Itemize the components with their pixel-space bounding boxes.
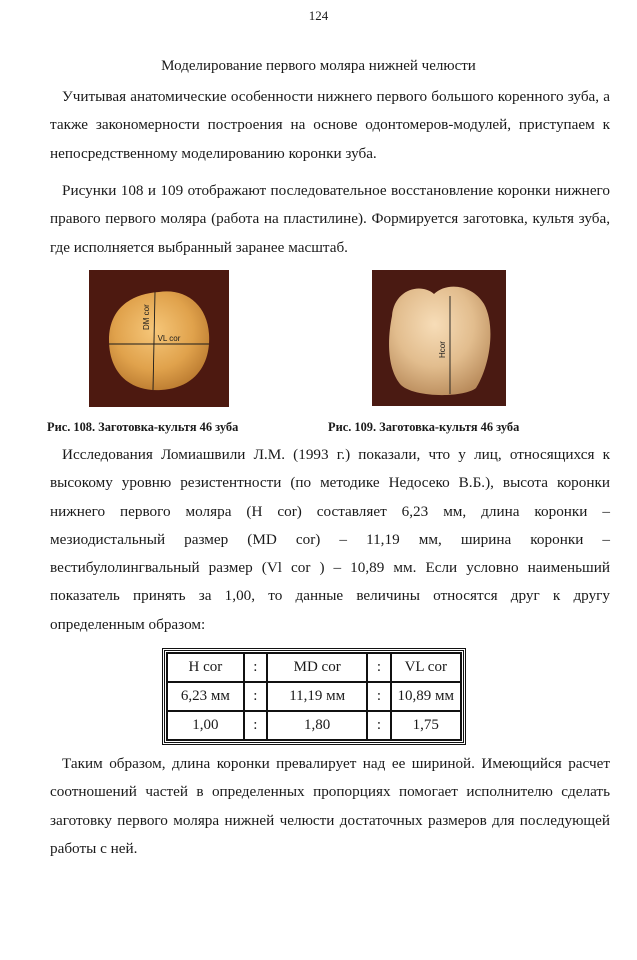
figure-109-caption: Рис. 109. Заготовка-культя 46 зуба (328, 420, 520, 434)
table-row (167, 711, 461, 740)
table-cell: VL cor (391, 653, 461, 682)
figure-109-side-view (372, 270, 506, 406)
table-cell: 1,80 (267, 711, 367, 740)
table-cell: 11,19 мм (267, 682, 367, 711)
section-title: Моделирование первого моляра нижней челюсти (161, 58, 476, 74)
table-separator: : (244, 653, 267, 682)
table-cell: H cor (167, 653, 244, 682)
table-separator: : (367, 653, 390, 682)
table-separator: : (244, 711, 267, 740)
table-cell: 10,89 мм (391, 682, 461, 711)
paragraph-intro: Учитывая анатомические особенности нижнего первого большого коренного зуба, а также закономерности построения на основе одонтомеров-модулей, приступаем к непосредственному моделированию коронки зуба. (50, 88, 610, 162)
table-cell: MD cor (267, 653, 367, 682)
h-cor-label: Hcor (438, 341, 447, 358)
table-cell: 6,23 мм (167, 682, 244, 711)
dm-cor-label: DM cor (142, 304, 151, 330)
paragraph-conclusion: Таким образом, длина коронки превалирует над ее шириной. Имеющийся расчет соотношений частей в определенных пропорциях помогает исполнителю сделать заготовку первого моляра нижней челюсти достаточных размеров для последующей работы с ней. (50, 755, 610, 857)
figure-108-occlusal-view (89, 270, 229, 407)
page-number: 124 (308, 8, 329, 23)
table-separator: : (367, 682, 390, 711)
figure-108-caption: Рис. 108. Заготовка-культя 46 зуба (47, 420, 239, 434)
tooth-occlusal-illustration (89, 270, 229, 407)
table-cell: 1,75 (391, 711, 461, 740)
table-row (167, 682, 461, 711)
table-separator: : (367, 711, 390, 740)
tooth-side-illustration (372, 270, 506, 406)
paragraph-figures: Рисунки 108 и 109 отображают последовательное восстановление коронки нижнего правого первого моляра (работа на пластилине). Формируется заготовка, культя зуба, где исполняется выбранный заранее масштаб. (50, 182, 610, 256)
vl-cor-label: VL cor (157, 334, 181, 343)
ratio-table (164, 650, 464, 743)
table-separator: : (244, 682, 267, 711)
paragraph-research: Исследования Ломиашвили Л.М. (1993 г.) показали, что у лиц, относящихся к высокому уровню резистентности (по методике Недосеко В.Б.), высота коронки нижнего первого моляра (H cor) составляет 6,23 мм, длина коронки – мезиодистальный размер (MD cor) – 11,19 мм, ширина коронки – вестибулолингвальный размер (Vl cor ) – 10,89 мм. Если условно наименьший показатель принять за 1,00, то данные величины относятся друг к другу определенным образом: (50, 446, 610, 633)
table-row (167, 653, 461, 682)
table-cell: 1,00 (167, 711, 244, 740)
